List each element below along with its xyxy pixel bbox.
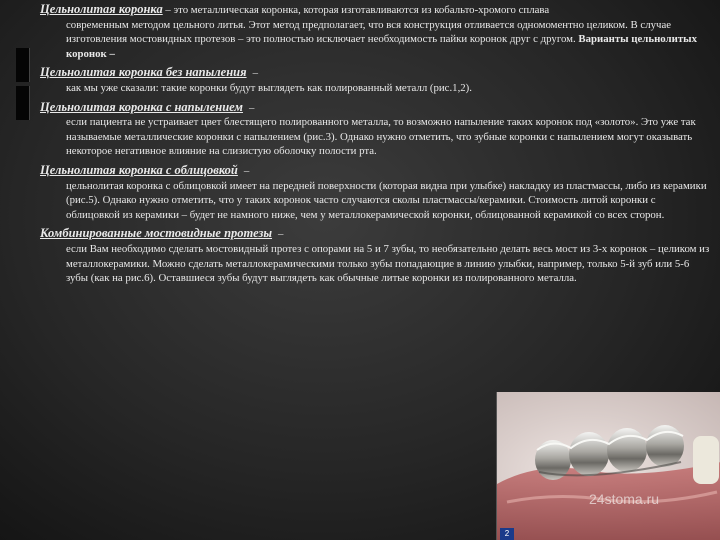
section-text: как мы уже сказали: такие коронки будут выглядеть как полированный металл (рис.1,2). — [66, 81, 472, 94]
decor-bar — [16, 86, 30, 120]
section-title: Цельнолитая коронка без напыления — [40, 65, 247, 80]
section-title: Комбинированные мостовидные протезы — [40, 226, 273, 241]
section-dash: – — [243, 164, 250, 177]
decor-bar — [16, 48, 30, 82]
intro-text-2: современным методом цельного литья. Этот метод предполагает, что вся конструкция отливается одномоментно целиком. В случае изготовления мостовидных протезов – это полностью исключает необходимость пайки коронок друг с другом. — [66, 18, 672, 46]
slide-number: 2 — [500, 528, 514, 540]
crown — [607, 428, 647, 472]
dental-bridge-illustration — [497, 392, 720, 540]
section-combined-bridges — [40, 226, 712, 285]
section-coated — [40, 100, 712, 159]
section-text: если пациента не устраивает цвет блестящего полированного металла, то возможно напыление таких коронок под «золото». Это уже так называемые металлические коронки с напылением (рис.3). Однако нужно отметить, что зубные коронки с напылением могут оказывать некоторое негативное влияние на слизистую оболочку полости рта. — [66, 116, 696, 158]
variants-label: Варианты цельнолитых коронок — [66, 33, 697, 60]
section-title: Цельнолитая коронка с напылением — [40, 99, 243, 114]
section-no-coating — [40, 65, 712, 95]
section-text: если Вам необходимо сделать мостовидный протез с опорами на 5 и 7 зубы, то необязательно делать весь мост из 3-х коронок – целиком из металлокерамики. Можно сделать металлокерамическими только зубы попадающие в линию улыбки, например, только 5-й зуб или 5-6 зубы (как на рис.6). Оставшиеся зубы будут выглядеть как обычные литые коронки из полированного металла. — [66, 242, 710, 285]
intro-text-1: – это металлическая коронка, которая изготавливаются из кобальто-хромого сплава — [162, 4, 550, 16]
section-veneered — [40, 163, 712, 222]
left-decorative-bars — [16, 48, 30, 124]
section-title: Цельнолитая коронка с облицовкой — [40, 162, 238, 177]
intro-text-block — [66, 18, 712, 62]
section-text: цельнолитая коронка с облицовкой имеет на передней поверхности (которая видна при улыбке) накладку из пластмассы, либо из керамики (рис.5). Однако нужно отметить, что у таких коронок часто случаются сколы пластмассы/керамики. Стоимость литой коронки с облицовкой из керамики – будет не намного ниже, чем у металлокерамической коронки, облицованной керамикой со всех сторон. — [66, 179, 707, 221]
watermark-text: 24stoma.ru — [589, 491, 660, 507]
section-dash: – — [252, 67, 258, 80]
dental-bridge-photo — [496, 392, 720, 540]
slide-content — [40, 2, 712, 290]
section-dash: – — [248, 101, 255, 114]
section-dash: – — [278, 228, 284, 241]
natural-tooth — [693, 436, 719, 484]
intro-term: Цельнолитая коронка — [40, 2, 163, 16]
intro-paragraph — [40, 2, 712, 61]
crown — [569, 432, 609, 476]
variants-dash: – — [109, 47, 115, 60]
